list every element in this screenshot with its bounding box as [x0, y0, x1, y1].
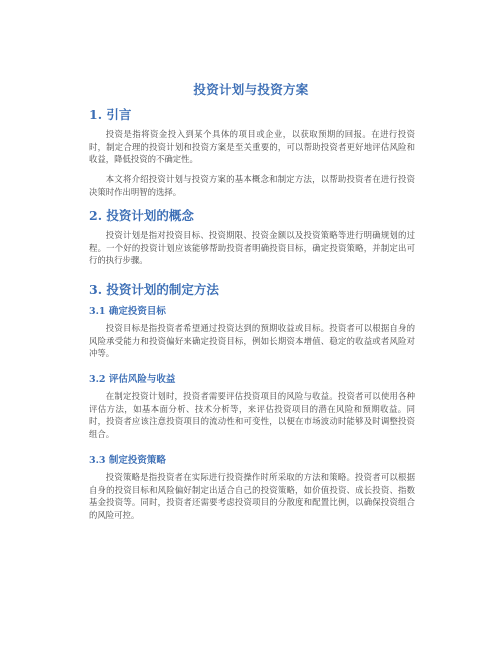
paragraph-strategy: 投资策略是指投资者在实际进行投资操作时所采取的方法和策略。投资者可以根据自身的投资目标和风险偏好制定出适合自己的投资策略，如价值投资、成长投资、指数基金投资等。同时，投资者还需要考虑投资项目的分散度和配置比例，以确保投资组合的风险可控。	[89, 472, 415, 520]
section-heading-plan-concept: 2. 投资计划的概念	[89, 208, 194, 223]
subsection-heading-goal: 3.1 确定投资目标	[89, 306, 166, 317]
paragraph-plan-concept: 投资计划是指对投资目标、投资期限、投资金额以及投资策略等进行明确规划的过程。一个好的投资计划应该能够帮助投资者明确投资目标，确定投资策略，并制定出可行的执行步骤。	[89, 230, 415, 266]
paragraph-intro-1: 投资是指将资金投入到某个具体的项目或企业，以获取预期的回报。在进行投资时，制定合理的投资计划和投资方案是至关重要的，可以帮助投资者更好地评估风险和收益，降低投资的不确定性。	[89, 129, 415, 165]
subsection-heading-strategy: 3.3 制定投资策略	[89, 455, 166, 466]
paragraph-risk: 在制定投资计划时，投资者需要评估投资项目的风险与收益。投资者可以使用各种评估方法，如基本面分析、技术分析等，来评估投资项目的潜在风险和预期收益。同时，投资者应该注意投资项目的流动性和可变性，以便在市场波动时能够及时调整投资组合。	[89, 391, 415, 439]
paragraph-intro-2: 本文将介绍投资计划与投资方案的基本概念和制定方法，以帮助投资者在进行投资决策时作出明智的选择。	[89, 174, 415, 197]
section-heading-intro: 1. 引言	[89, 107, 132, 122]
paragraph-goal: 投资目标是指投资者希望通过投资达到的预期收益或目标。投资者可以根据自身的风险承受能力和投资偏好来确定投资目标，例如长期资本增值、稳定的收益或者风险对冲等。	[89, 323, 415, 359]
document-title: 投资计划与投资方案	[193, 82, 309, 97]
subsection-heading-risk: 3.2 评估风险与收益	[89, 374, 176, 385]
section-heading-plan-method: 3. 投资计划的制定方法	[89, 282, 219, 297]
